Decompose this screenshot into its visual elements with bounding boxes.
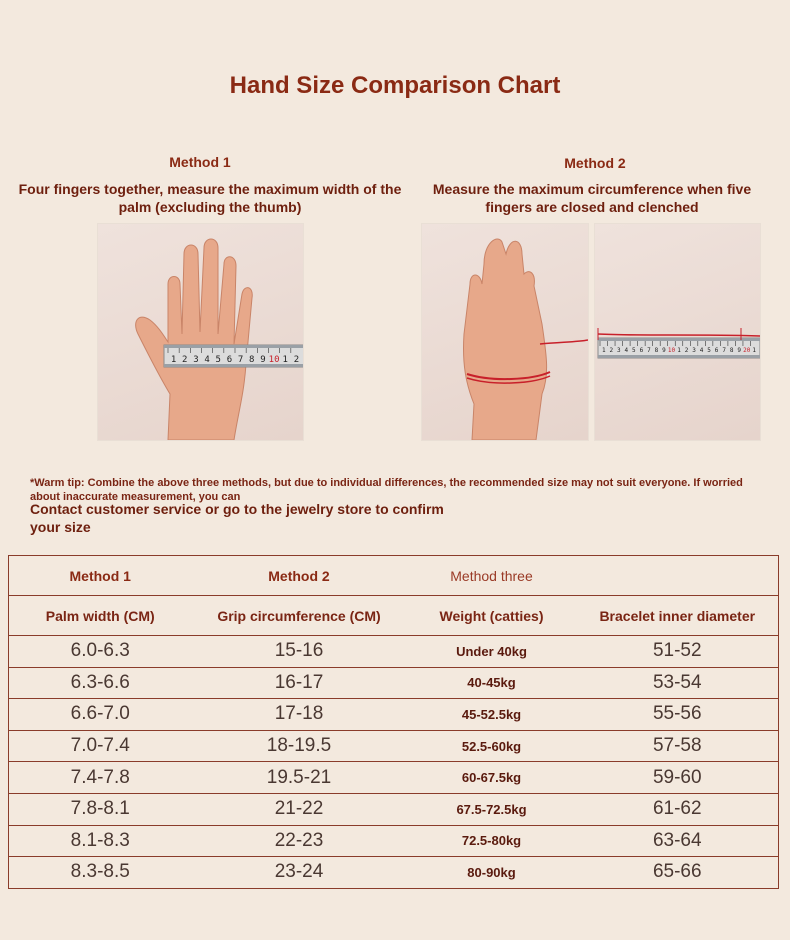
table-cell: Under 40kg: [407, 636, 577, 668]
ruler-tick-label: 7: [237, 355, 244, 365]
table-row: [9, 636, 779, 668]
clenched-hand-illustration: [422, 224, 588, 440]
ruler-tick-label: 9: [662, 347, 666, 354]
ruler-tick-label: 8: [654, 347, 659, 354]
table-cell: 67.5-72.5kg: [407, 793, 577, 825]
method-header: [577, 556, 779, 596]
method-header-row: [9, 556, 779, 596]
table-row: [9, 857, 779, 889]
method-2-ruler-photo: [595, 224, 760, 440]
ruler-tick-label: 2: [182, 355, 188, 365]
column-header: Grip circumference (CM): [192, 596, 407, 636]
method-2-heading: Method 2: [564, 155, 626, 171]
table-cell: 60-67.5kg: [407, 762, 577, 794]
table-cell: 59-60: [577, 762, 779, 794]
ruler-tick-label: 6: [639, 347, 644, 354]
ruler-tick-label: 1: [170, 355, 177, 365]
column-header: Weight (catties): [407, 596, 577, 636]
ruler-tick-label: 6: [226, 355, 233, 365]
size-table: [8, 555, 779, 889]
column-header: Bracelet inner diameter: [577, 596, 779, 636]
table-row: [9, 762, 779, 794]
ruler-tick-label: 2: [684, 347, 689, 354]
table-cell: 18-19.5: [192, 730, 407, 762]
ruler-tick-label: 5: [707, 347, 711, 354]
method-1-description: Four fingers together, measure the maximum width of the palm (excluding the thumb): [18, 181, 402, 215]
method-1-photo: [98, 224, 303, 440]
table-cell: 7.4-7.8: [9, 762, 192, 794]
table-cell: 52.5-60kg: [407, 730, 577, 762]
method-header: Method 1: [69, 567, 131, 584]
table-cell: 6.6-7.0: [9, 699, 192, 731]
string-ruler-illustration: [595, 224, 760, 440]
table-cell: 15-16: [192, 636, 407, 668]
table-cell: 8.1-8.3: [9, 825, 192, 857]
ruler-tick-label: 20: [743, 347, 751, 354]
table-cell: 22-23: [192, 825, 407, 857]
table-cell: 16-17: [192, 667, 407, 699]
table-cell: 19.5-21: [192, 762, 407, 794]
column-header-row: [9, 596, 779, 636]
ruler-tick-label: 4: [624, 347, 629, 354]
page-title: Hand Size Comparison Chart: [229, 72, 561, 99]
table-cell: 7.0-7.4: [9, 730, 192, 762]
table-cell: 23-24: [192, 857, 407, 889]
ruler-tick-label: 7: [647, 347, 651, 354]
table-cell: 61-62: [577, 793, 779, 825]
table-cell: 45-52.5kg: [407, 699, 577, 731]
table-row: [9, 699, 779, 731]
ruler-tick-label: 7: [722, 347, 726, 354]
table-cell: 6.3-6.6: [9, 667, 192, 699]
ruler-tick-label: 8: [249, 355, 255, 365]
column-header: Palm width (CM): [9, 596, 192, 636]
ruler-tick-label: 3: [616, 347, 621, 354]
table-cell: 80-90kg: [407, 857, 577, 889]
ruler-tick-label: 1: [752, 347, 757, 354]
table-cell: 40-45kg: [407, 667, 577, 699]
table-cell: 7.8-8.1: [9, 793, 192, 825]
table-cell: 65-66: [577, 857, 779, 889]
table-cell: 55-56: [577, 699, 779, 731]
method-header: Method three: [450, 567, 533, 584]
table-cell: 6.0-6.3: [9, 636, 192, 668]
ruler-tick-label: 8: [729, 347, 734, 354]
ruler-tick-label: 5: [632, 347, 636, 354]
table-cell: 21-22: [192, 793, 407, 825]
ruler-tick-label: 2: [609, 347, 614, 354]
table-row: [9, 793, 779, 825]
warm-tip-text: *Warm tip: Combine the above three methods, but due to individual differences, the recommended size may not suit everyone. If worried about inaccurate measurement, you can: [30, 477, 743, 503]
contact-text: Contact customer service or go to the jewelry store to confirm your size: [30, 501, 444, 535]
ruler-tick-label: 5: [215, 355, 221, 365]
palm-ruler-illustration: [98, 224, 303, 440]
method-2-description: Measure the maximum circumference when five fingers are closed and clenched: [432, 181, 752, 215]
method-header: Method 2: [268, 567, 330, 584]
ruler-tick-label: 9: [737, 347, 742, 354]
table-cell: 8.3-8.5: [9, 857, 192, 889]
ruler-tick-label: 9: [260, 355, 266, 365]
ruler-tick-label: 2: [293, 355, 300, 365]
method-2-fist-photo: [422, 224, 588, 440]
table-row: [9, 730, 779, 762]
ruler-tick-label: 1: [677, 347, 681, 354]
table-cell: 51-52: [577, 636, 779, 668]
ruler-tick-label: 3: [692, 347, 696, 354]
ruler-tick-label: 10: [667, 347, 676, 354]
ruler-tick-label: 6: [714, 347, 719, 354]
ruler-tick-label: 3: [193, 355, 199, 365]
method-1-heading: Method 1: [169, 154, 231, 170]
table-cell: 17-18: [192, 699, 407, 731]
table-row: [9, 825, 779, 857]
table-row: [9, 667, 779, 699]
table-cell: 63-64: [577, 825, 779, 857]
ruler-tick-label: 4: [699, 347, 704, 354]
table-cell: 53-54: [577, 667, 779, 699]
ruler-tick-label: 1: [601, 347, 606, 354]
ruler-tick-label: 4: [204, 355, 210, 365]
table-cell: 72.5-80kg: [407, 825, 577, 857]
ruler-tick-label: 10: [268, 355, 280, 365]
ruler-tick-label: 1: [282, 355, 288, 365]
table-cell: 57-58: [577, 730, 779, 762]
